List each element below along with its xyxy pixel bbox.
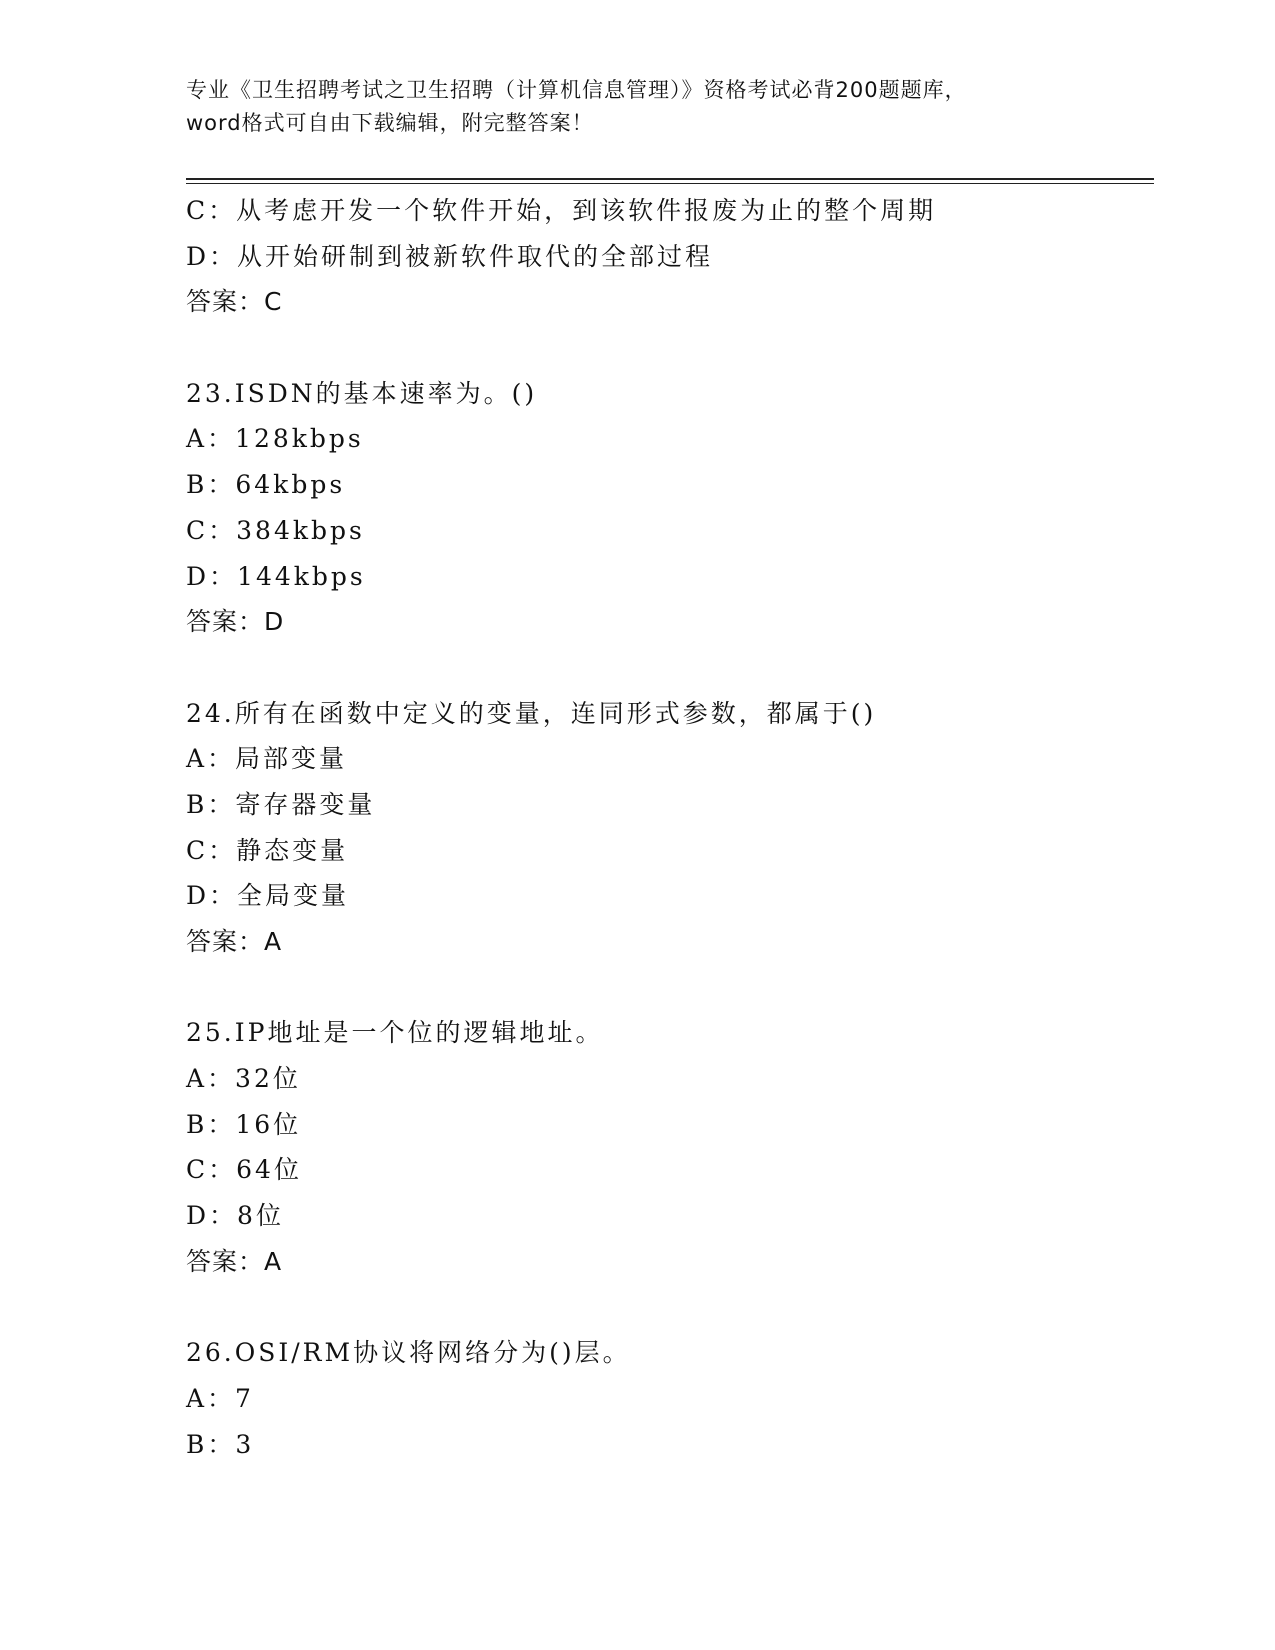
option-d: D：全局变量 <box>186 881 350 911</box>
header-line-1: 专业《卫生招聘考试之卫生招聘（计算机信息管理）》资格考试必背200题题库， <box>186 78 967 102</box>
document-header <box>186 74 1086 140</box>
option-a: A：局部变量 <box>186 744 348 774</box>
question-stem: 23.ISDN的基本速率为。() <box>186 378 538 408</box>
option-b: B：64kbps <box>186 470 346 500</box>
question-stem: 24.所有在函数中定义的变量，连同形式参数，都属于() <box>186 698 877 728</box>
header-line-2: word格式可自由下载编辑，附完整答案！ <box>186 111 594 135</box>
answer-line: 答案：A <box>186 927 283 956</box>
option-a: A：128kbps <box>186 424 364 454</box>
spacer <box>186 325 1154 371</box>
answer-line: 答案：D <box>186 607 285 637</box>
option-c: C：从考虑开发一个软件开始，到该软件报废为止的整个周期 <box>186 196 937 225</box>
option-d: D：从开始研制到被新软件取代的全部过程 <box>186 241 714 271</box>
question-stem: 25.IP地址是一个位的逻辑地址。 <box>186 1018 604 1048</box>
option-c: C：384kbps <box>186 515 365 545</box>
spacer <box>186 1285 1154 1331</box>
option-c: C：静态变量 <box>186 835 349 865</box>
option-b: B：寄存器变量 <box>186 789 376 819</box>
option-b: B：16位 <box>186 1109 302 1139</box>
option-d: D：8位 <box>186 1201 284 1231</box>
answer-line: 答案：C <box>186 287 283 317</box>
question-23 <box>186 371 1154 645</box>
spacer <box>186 645 1154 691</box>
question-stem: 26.OSI/RM协议将网络分为()层。 <box>186 1338 631 1368</box>
answer-line: 答案：A <box>186 1246 283 1276</box>
question-list <box>186 188 1154 1467</box>
option-c: C：64位 <box>186 1155 302 1185</box>
spacer <box>186 965 1154 1011</box>
option-a: A：32位 <box>186 1064 301 1094</box>
header-divider-thick <box>186 178 1154 180</box>
option-d: D：144kbps <box>186 561 366 591</box>
question-22-continued <box>186 188 1154 325</box>
question-26 <box>186 1330 1154 1467</box>
option-b: B：3 <box>186 1429 255 1459</box>
question-24 <box>186 691 1154 965</box>
question-25 <box>186 1010 1154 1284</box>
option-a: A：7 <box>186 1383 254 1413</box>
header-divider-thin <box>186 183 1154 184</box>
